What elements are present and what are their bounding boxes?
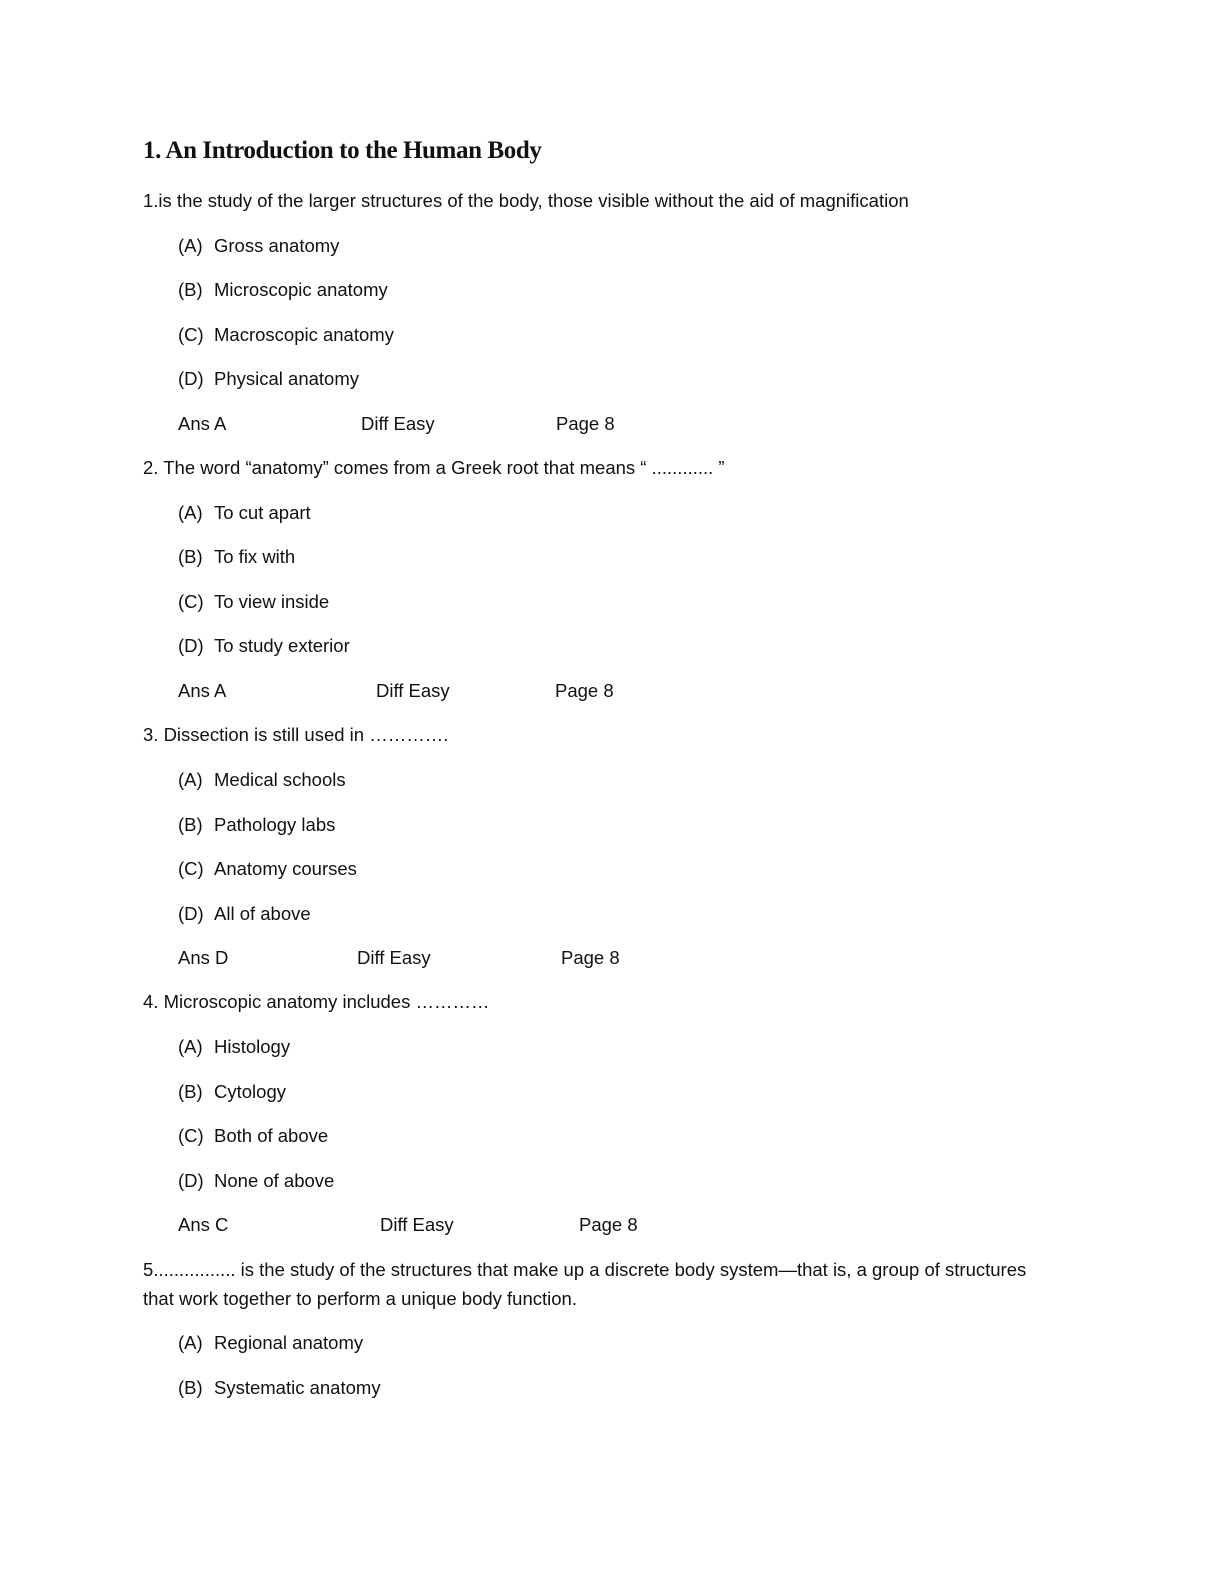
option-label: (C) <box>178 1125 204 1146</box>
question-1-option-b <box>178 279 388 301</box>
option-text: To cut apart <box>214 502 311 523</box>
question-4-answer: Ans C <box>178 1214 229 1235</box>
option-text: Anatomy courses <box>214 858 357 879</box>
question-4-option-a <box>178 1036 290 1058</box>
question-1-difficulty: Diff Easy <box>361 413 435 434</box>
question-5-option-b <box>178 1377 381 1399</box>
question-3-option-b <box>178 814 335 836</box>
question-3-text: 3. Dissection is still used in …………. <box>143 724 449 745</box>
question-1-answer: Ans A <box>178 413 227 434</box>
question-3-page: Page 8 <box>561 947 620 968</box>
question-2-difficulty: Diff Easy <box>376 680 450 701</box>
option-label: (B) <box>178 814 203 835</box>
question-1-option-c <box>178 324 394 346</box>
option-text: To fix with <box>214 546 296 567</box>
question-2-option-d <box>178 635 350 657</box>
option-text: To view inside <box>214 591 330 612</box>
option-label: (A) <box>178 769 203 790</box>
question-2-text: 2. The word “anatomy” comes from a Greek root that means “ ............ ” <box>143 457 725 478</box>
question-4-option-d <box>178 1170 334 1192</box>
option-text: All of above <box>214 903 311 924</box>
page-title: 1. An Introduction to the Human Body <box>143 137 542 164</box>
option-label: (D) <box>178 1170 204 1191</box>
question-4-option-c <box>178 1125 328 1147</box>
question-3-option-a <box>178 769 346 791</box>
question-4-text: 4. Microscopic anatomy includes ………… <box>143 991 490 1012</box>
question-3-option-c <box>178 858 357 880</box>
question-3-answer: Ans D <box>178 947 229 968</box>
question-4-difficulty: Diff Easy <box>380 1214 454 1235</box>
option-label: (D) <box>178 368 204 389</box>
option-text: Microscopic anatomy <box>214 279 388 300</box>
option-label: (D) <box>178 903 204 924</box>
option-label: (B) <box>178 1081 203 1102</box>
option-text: Regional anatomy <box>214 1332 364 1353</box>
option-label: (C) <box>178 858 204 879</box>
option-label: (B) <box>178 279 203 300</box>
option-label: (D) <box>178 635 204 656</box>
option-label: (A) <box>178 502 203 523</box>
question-2-page: Page 8 <box>555 680 614 701</box>
option-label: (C) <box>178 591 204 612</box>
option-text: Systematic anatomy <box>214 1377 381 1398</box>
option-text: To study exterior <box>214 635 350 656</box>
option-text: Medical schools <box>214 769 346 790</box>
question-4-page: Page 8 <box>579 1214 638 1235</box>
question-1-option-d <box>178 368 359 390</box>
option-text: Physical anatomy <box>214 368 359 389</box>
option-text: Pathology labs <box>214 814 336 835</box>
question-1-page: Page 8 <box>556 413 615 434</box>
question-2-option-c <box>178 591 329 613</box>
option-label: (A) <box>178 1036 203 1057</box>
option-text: Histology <box>214 1036 291 1057</box>
question-5-text: 5................ is the study of the structures that make up a discrete body system—that is, a group of structures that work together to perform a unique body function. <box>143 1259 1027 1309</box>
question-5-option-a <box>178 1332 363 1354</box>
option-text: Cytology <box>214 1081 286 1102</box>
question-3-option-d <box>178 903 311 925</box>
option-label: (A) <box>178 235 203 256</box>
question-2-option-b <box>178 546 295 568</box>
option-label: (B) <box>178 546 203 567</box>
option-label: (C) <box>178 324 204 345</box>
question-3-difficulty: Diff Easy <box>357 947 431 968</box>
option-label: (A) <box>178 1332 203 1353</box>
question-2-answer: Ans A <box>178 680 227 701</box>
question-1-option-a <box>178 235 339 257</box>
option-text: None of above <box>214 1170 335 1191</box>
question-2-option-a <box>178 502 311 524</box>
option-text: Gross anatomy <box>214 235 340 256</box>
question-4-option-b <box>178 1081 286 1103</box>
question-1-text: 1.is the study of the larger structures of the body, those visible without the aid of magnification <box>143 190 909 211</box>
option-text: Macroscopic anatomy <box>214 324 394 345</box>
option-label: (B) <box>178 1377 203 1398</box>
option-text: Both of above <box>214 1125 329 1146</box>
